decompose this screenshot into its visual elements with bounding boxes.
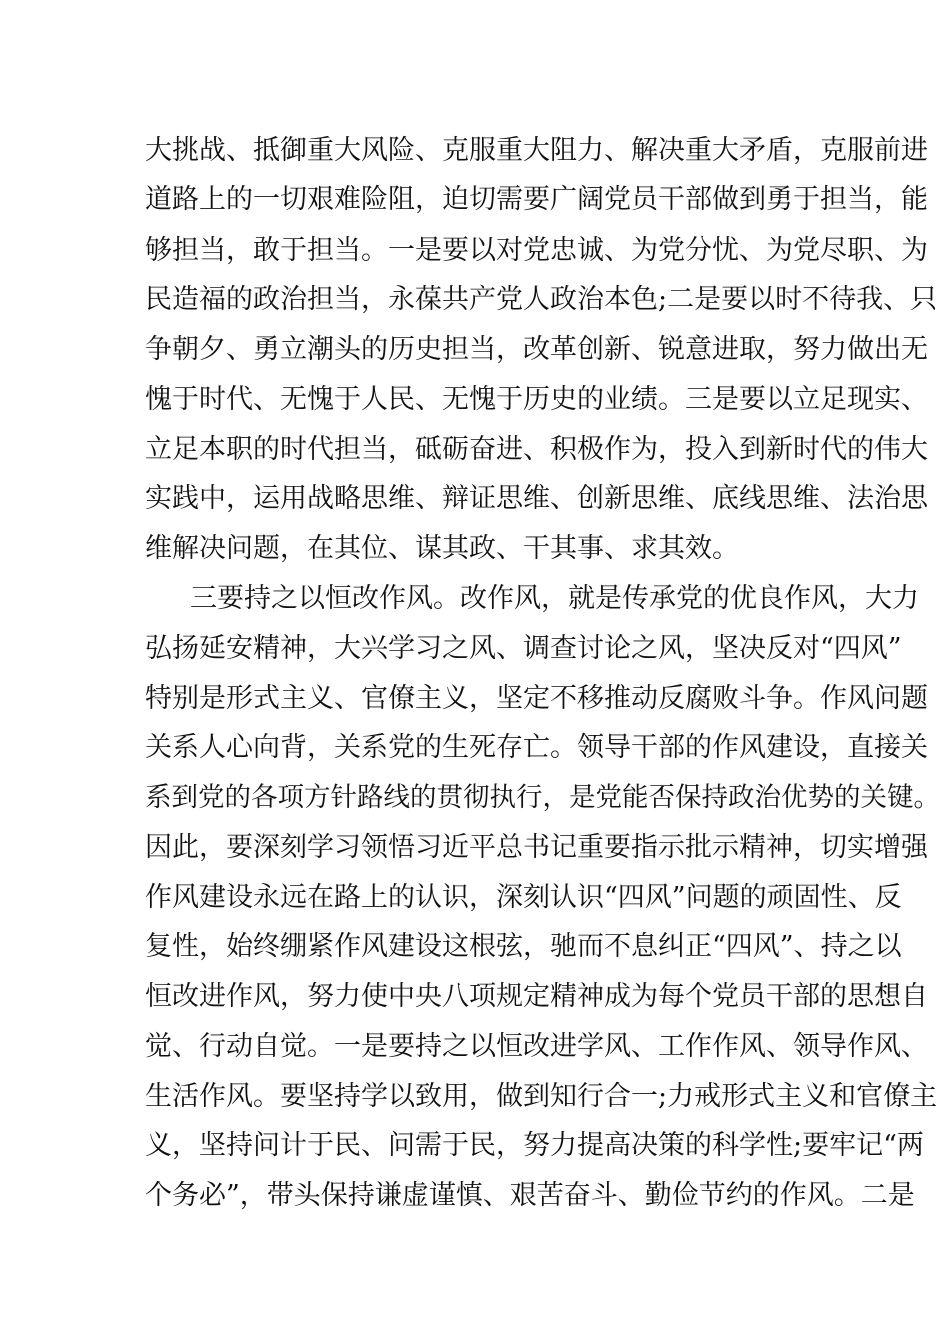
text-line-22: 个务必”，带头保持谦虚谨慎、艰苦奋斗、勤俭节约的作风。二是 xyxy=(145,1180,915,1211)
text-line-11: 弘扬延安精神，大兴学习之风、调查讨论之风，坚决反对“四风” xyxy=(145,633,902,664)
text-line-3: 够担当，敢于担当。一是要以对党忠诚、为党分忧、为党尽职、为 xyxy=(145,235,928,266)
text-line-5: 争朝夕、勇立潮头的历史担当，改革创新、锐意进取，努力做出无 xyxy=(145,334,928,365)
text-line-18: 恒改进作风，努力使中央八项规定精神成为每个党员干部的思想自 xyxy=(145,981,928,1012)
text-line-17: 复性，始终绷紧作风建设这根弦，驰而不息纠正“四风”、持之以 xyxy=(145,931,902,962)
text-line-7: 立足本职的时代担当，砥砺奋进、积极作为，投入到新时代的伟大 xyxy=(145,434,928,465)
text-line-15: 因此，要深刻学习领悟习近平总书记重要指示批示精神，切实增强 xyxy=(145,832,928,863)
text-line-12: 特别是形式主义、官僚主义，坚定不移推动反腐败斗争。作风问题 xyxy=(145,683,928,714)
text-line-19: 觉、行动自觉。一是要持之以恒改进学风、工作作风、领导作风、 xyxy=(145,1031,928,1062)
text-line-9: 维解决问题，在其位、谋其政、干其事、求其效。 xyxy=(145,533,739,564)
text-line-8: 实践中，运用战略思维、辩证思维、创新思维、底线思维、法治思 xyxy=(145,483,928,514)
text-line-21: 义，坚持问计于民、问需于民，努力提高决策的科学性;要牢记“两 xyxy=(145,1130,924,1161)
text-line-4: 民造福的政治担当，永葆共产党人政治本色;二是要以时不待我、只 xyxy=(145,284,938,315)
text-line-1: 大挑战、抵御重大风险、克服重大阻力、解决重大矛盾，克服前进 xyxy=(145,135,928,166)
text-line-2: 道路上的一切艰难险阻，迫切需要广阔党员干部做到勇于担当，能 xyxy=(145,184,928,215)
text-line-13: 关系人心向背，关系党的生死存亡。领导干部的作风建设，直接关 xyxy=(145,732,928,763)
text-line-6: 愧于时代、无愧于人民、无愧于历史的业绩。三是要以立足现实、 xyxy=(145,384,928,415)
text-line-16: 作风建设永远在路上的认识，深刻认识“四风”问题的顽固性、反 xyxy=(145,882,902,913)
paragraph-start-line: 三要持之以恒改作风。改作风，就是传承党的优良作风，大力 xyxy=(190,583,919,614)
text-line-14: 系到党的各项方针路线的贯彻执行，是党能否保持政治优势的关键。 xyxy=(145,782,940,813)
text-line-20: 生活作风。要坚持学以致用，做到知行合一;力戒形式主义和官僚主 xyxy=(145,1081,938,1112)
